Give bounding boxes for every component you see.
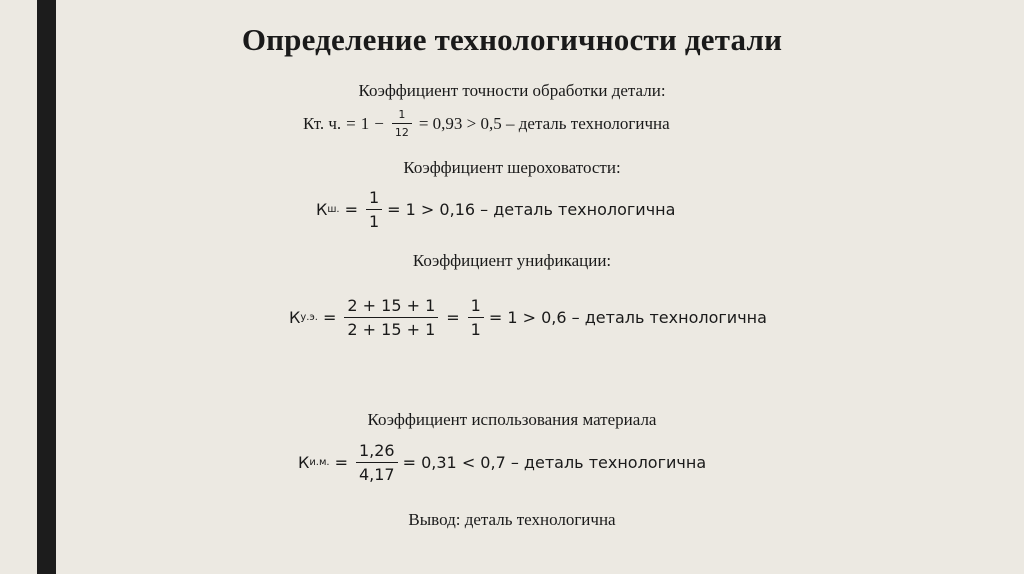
- f3-fraction-2: [468, 296, 484, 339]
- caption-material: Коэффициент использования материала: [367, 410, 657, 429]
- f2-subscript: ш.: [327, 204, 340, 215]
- conclusion-text: Вывод: деталь технологична: [408, 510, 616, 529]
- f2-result: = 1 > 0,16 – деталь технологична: [387, 200, 676, 219]
- f1-one: 1: [360, 113, 370, 133]
- f4-eq: =: [334, 453, 348, 472]
- f1-denominator: 12: [392, 123, 412, 139]
- formula-unification: [289, 296, 767, 339]
- f3-subscript: у.э.: [300, 312, 318, 323]
- f4-fraction: [356, 441, 398, 484]
- f2-numerator: 1: [368, 188, 380, 207]
- caption-roughness: Коэффициент шероховатости:: [403, 158, 621, 177]
- f1-eq: =: [346, 113, 356, 133]
- f4-k: К: [298, 453, 310, 472]
- f4-subscript: и.м.: [309, 457, 330, 468]
- f3-fraction-1: [344, 296, 438, 339]
- f3-denominator-1: 2 + 15 + 1: [344, 317, 438, 339]
- f4-denominator: 4,17: [356, 462, 398, 484]
- caption-unification: Коэффициент унификации:: [412, 251, 612, 270]
- f3-eq: =: [322, 308, 337, 327]
- f3-k: К: [289, 308, 301, 327]
- f3-eq-2: =: [446, 308, 460, 327]
- f2-denominator: 1: [366, 209, 382, 231]
- f1-result: = 0,93 > 0,5 – деталь технологична: [418, 113, 670, 133]
- f2-fraction: [366, 188, 382, 231]
- slide-title: Определение технологичности детали: [241, 22, 783, 57]
- f3-denominator-2: 1: [468, 317, 484, 339]
- f4-result: = 0,31 < 0,7 – деталь технологична: [402, 453, 707, 472]
- f2-eq: =: [344, 200, 358, 219]
- f2-k: К: [316, 200, 328, 219]
- formula-material: [298, 441, 706, 484]
- f3-numerator-2: 1: [470, 296, 481, 315]
- f1-fraction: [392, 108, 412, 139]
- f1-minus: −: [374, 113, 384, 133]
- caption-accuracy: Коэффициент точности обработки детали:: [358, 81, 666, 100]
- f4-numerator: 1,26: [358, 441, 395, 460]
- formula-roughness: [316, 188, 675, 231]
- f1-lhs: Кт. ч.: [303, 113, 342, 133]
- f3-numerator-1: 2 + 15 + 1: [347, 296, 436, 315]
- f1-numerator: 1: [398, 108, 406, 121]
- f3-result: = 1 > 0,6 – деталь технологична: [488, 308, 767, 327]
- formula-accuracy: [303, 108, 670, 139]
